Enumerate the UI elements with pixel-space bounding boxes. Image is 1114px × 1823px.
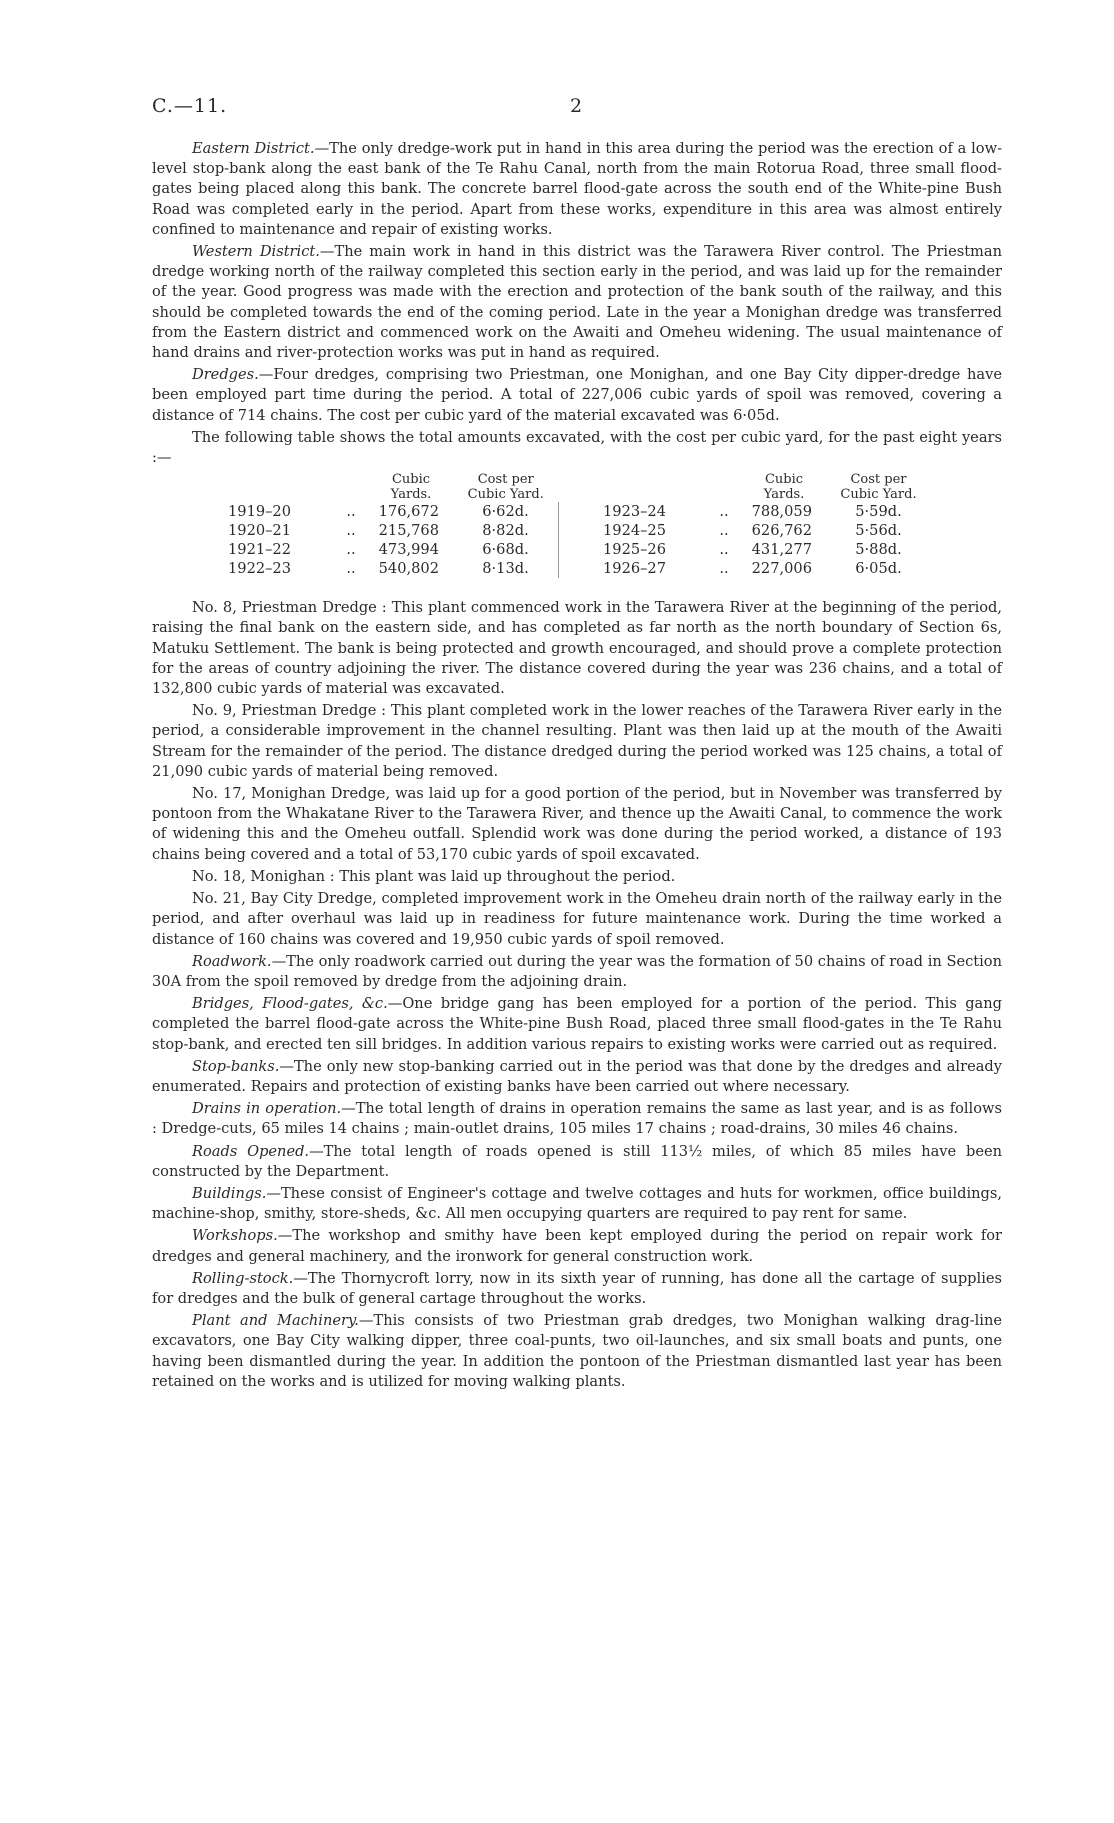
table-row: 1919–20 .. 176,672 6·62d. 1923–24 .. 788,059 5·59d. — [228, 503, 902, 521]
paragraph-dredge-no18: No. 18, Monighan : This plant was laid up throughout the period. — [192, 867, 676, 885]
col-header-cost-right: Cost per Cubic Yard. — [840, 472, 917, 503]
page-number: 2 — [570, 95, 583, 117]
paragraph-stop-banks: Stop-banks.—The only new stop-banking carried out in the period was that done by the dredges and already enumerated. Repairs and protection of existing banks have been carried out where necessary. — [152, 1057, 1002, 1095]
paragraph-dredge-no17: No. 17, Monighan Dredge, was laid up for a good portion of the period, but in November was transferred by pontoon from the Whakatane River to the Tarawera River, and thence up the Awaiti Canal, to commence the work of widening this and the Omeheu outfall. Splendid work was done during the period worked, a distance of 193 chains being covered and a total of 53,170 cubic yards of spoil excavated. — [152, 785, 1002, 863]
paragraph-western-district: Western District.—The main work in hand in this district was the Tarawera River control. The Priestman dredge working north of the railway completed this section early in the period, and was laid up for the remainder of the year. Good progress was made with the erection and protection of the bank south of the railway, and this should be completed towards the end of the coming period. Late in the year a Monighan dredge was transferred from the Eastern district and commenced work on the Awaiti and Omeheu widening. The usual maintenance of hand drains and river-protection works was put in hand as required. — [152, 243, 1002, 362]
paragraph-dredge-no9: No. 9, Priestman Dredge : This plant completed work in the lower reaches of the Tarawera River early in the period, a considerable improvement in the channel resulting. Plant was then laid up at the mouth of the Awaiti Stream for the remainder of the period. The distance dredged during the period worked was 125 chains, a total of 21,090 cubic yards of material being removed. — [152, 702, 1002, 780]
document-code: C.—11. — [152, 95, 228, 117]
paragraph-plant-machinery: Plant and Machinery.—This consists of two Priestman grab dredges, two Monighan walking drag-line excavators, one Bay City walking dipper, three coal-punts, two oil-launches, and six small boats and punts, one having been dismantled during the year. In addition the pontoon of the Priestman dismantled last year has been retained on the works and is utilized for moving walking plants. — [152, 1312, 1003, 1390]
paragraph-table-intro: The following table shows the total amounts excavated, with the cost per cubic yard, for the past eight years :— — [152, 428, 1002, 467]
col-header-yards: Cubic Yards. — [390, 472, 432, 503]
paragraph-bridges: Bridges, Flood-gates, &c.—One bridge gang has been employed for a portion of the period. This gang completed the barrel flood-gate across the White-pine Bush Road, placed three small flood-gates in the Te Rahu stop-bank, and erected ten sill bridges. In addition various repairs to existing works were carried out as required. — [152, 995, 1002, 1053]
paragraph-drains: Drains in operation.—The total length of drains in operation remains the same as last year, and is as follows : Dredge-cuts, 65 miles 14 chains ; main-outlet drains, 105 miles 17 chains ; road-drains, 30 miles 46 chains. — [152, 1100, 1002, 1138]
table-row: 1920–21 .. 215,768 8·82d. 1924–25 .. 626,762 5·56d. — [228, 522, 902, 540]
document-body — [152, 139, 1002, 1394]
paragraph-workshops: Workshops.—The workshop and smithy have been kept employed during the period on repair work for dredges and general machinery, and the ironwork for general construction work. — [152, 1227, 1002, 1265]
paragraph-rolling-stock: Rolling-stock.—The Thornycroft lorry, now in its sixth year of running, has done all the cartage of supplies for dredges and the bulk of general cartage throughout the works. — [152, 1269, 1002, 1307]
col-header-cost: Cost per Cubic Yard. — [467, 472, 544, 503]
table-row: 1922–23 .. 540,802 8·13d. 1926–27 .. 227,006 6·05d. — [228, 560, 902, 578]
paragraph-buildings: Buildings.—These consist of Engineer's cottage and twelve cottages and huts for workmen, office buildings, machine-shop, smithy, store-sheds, &c. All men occupying quarters are required to pay rent for same. — [152, 1184, 1002, 1223]
paragraph-eastern-district: Eastern District.—The only dredge-work put in hand in this area during the period was the erection of a low-level stop-bank along the east bank of the Te Rahu Canal, north from the main Rotorua Road, three small flood-gates being placed along this bank. The concrete barrel flood-gate across the south end of the White-pine Bush Road was completed early in the period. Apart from these works, expenditure in this area was almost entirely confined to maintenance and repair of existing works. — [152, 140, 1003, 238]
paragraph-dredges: Dredges.—Four dredges, comprising two Priestman, one Monighan, and one Bay City dipper-dredge have been employed part time during the period. A total of 227,006 cubic yards of spoil was removed, covering a distance of 714 chains. The cost per cubic yard of the material excavated was 6·05d. — [152, 366, 1002, 424]
table-row: 1921–22 .. 473,994 6·68d. 1925–26 .. 431,277 5·88d. — [228, 541, 902, 559]
paragraph-dredge-no8: No. 8, Priestman Dredge : This plant commenced work in the Tarawera River at the beginning of the period, raising the final bank on the eastern side, and has completed as far north as the north boundary of Section 6s, Matuku Settlement. The bank is being protected and growth encouraged, and should prove a complete protection for the areas of country adjoining the river. The distance covered during the year was 236 chains, and a total of 132,800 cubic yards of material was excavated. — [152, 599, 1002, 698]
paragraph-roadwork: Roadwork.—The only roadwork carried out during the year was the formation of 50 chains of road in Section 30A from the spoil removed by dredge from the adjoining drain. — [152, 952, 1002, 990]
paragraph-roads-opened: Roads Opened.—The total length of roads opened is still 113½ miles, of which 85 miles have been constructed by the Department. — [152, 1142, 1002, 1180]
col-header-yards-right: Cubic Yards. — [763, 472, 805, 503]
page-header — [152, 95, 1002, 121]
paragraph-dredge-no21: No. 21, Bay City Dredge, completed improvement work in the Omeheu drain north of the railway early in the period, and after overhaul was laid up in readiness for future maintenance work. During the time worked a distance of 160 chains was covered and 19,950 cubic yards of spoil removed. — [152, 890, 1002, 948]
excavation-table — [152, 472, 931, 578]
